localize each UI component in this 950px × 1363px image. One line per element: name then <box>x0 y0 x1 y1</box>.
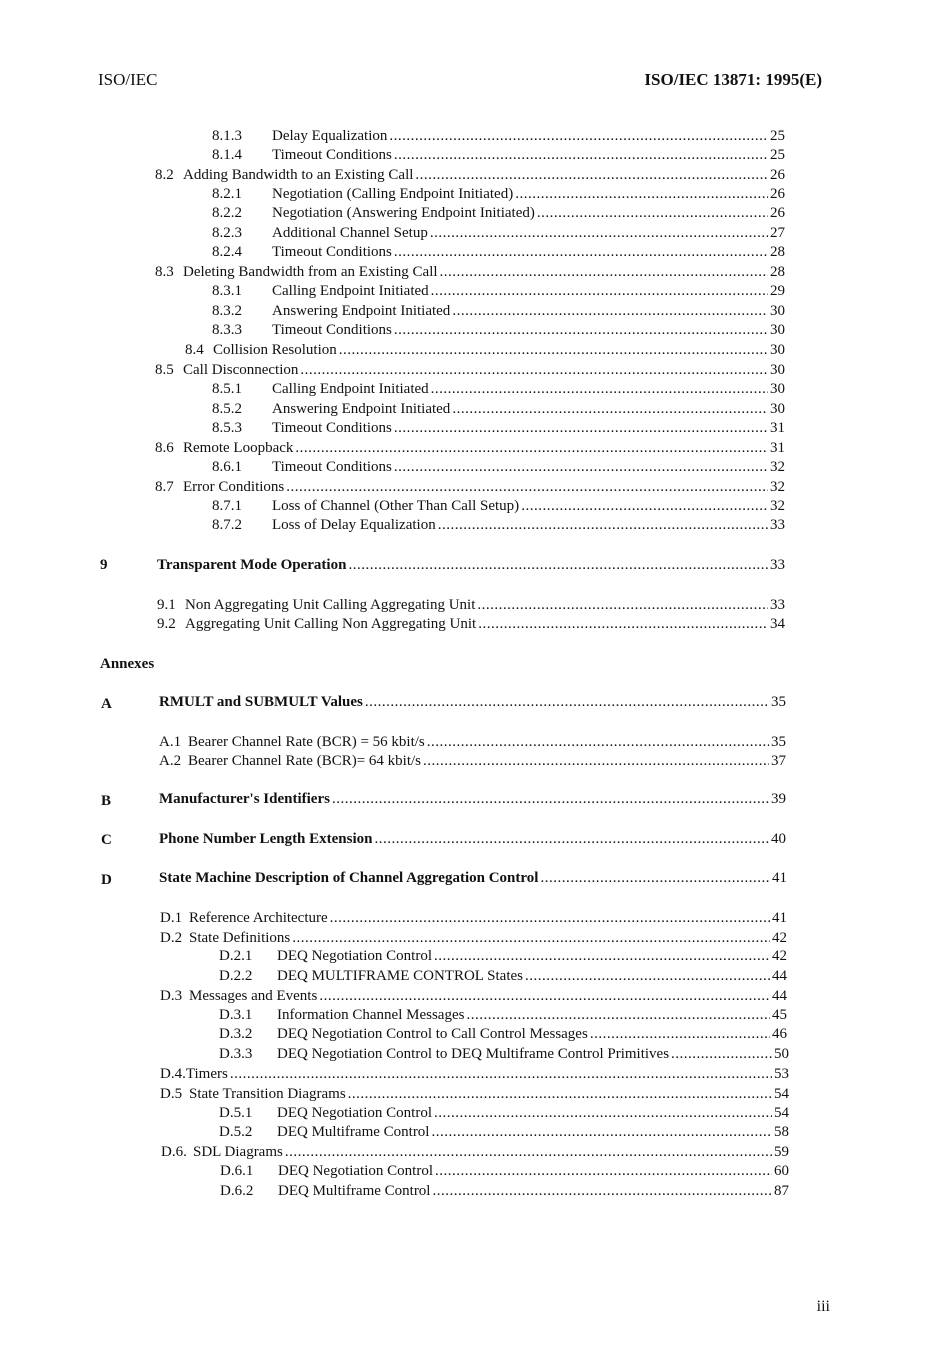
toc-title: Remote Loopback <box>183 440 294 456</box>
toc-page: 40 <box>771 831 786 847</box>
toc-entry[interactable] <box>212 224 785 242</box>
toc-leader <box>394 243 768 261</box>
toc-title: Transparent Mode Operation <box>157 557 347 573</box>
toc-entry[interactable] <box>212 321 785 339</box>
toc-number: D.6.2 <box>220 1183 254 1199</box>
toc-entry[interactable] <box>212 146 785 164</box>
toc-title: Negotiation (Calling Endpoint Initiated) <box>272 186 514 202</box>
toc-page: 27 <box>770 225 785 241</box>
toc-page: 26 <box>770 205 785 221</box>
toc-page: 45 <box>772 1007 787 1023</box>
toc-page: 30 <box>770 381 785 397</box>
toc-page: 87 <box>774 1183 789 1199</box>
toc-title: Loss of Delay Equalization <box>272 517 436 533</box>
toc-leader <box>452 302 768 320</box>
toc-entry[interactable] <box>159 869 787 887</box>
toc-title: Manufacturer's Identifiers <box>159 791 330 807</box>
toc-entry[interactable] <box>160 1065 789 1083</box>
toc-page: 30 <box>770 303 785 319</box>
toc-page: 29 <box>770 283 785 299</box>
toc-entry[interactable] <box>157 615 785 633</box>
toc-leader <box>540 869 770 887</box>
toc-number: D.6.1 <box>220 1163 254 1179</box>
toc-entry[interactable] <box>157 556 785 574</box>
toc-number: D.2.2 <box>219 968 253 984</box>
toc-title: Timeout Conditions <box>272 322 392 338</box>
toc-number: 8.1.3 <box>212 128 242 144</box>
toc-page: 31 <box>770 440 785 456</box>
toc-page: 54 <box>774 1105 789 1121</box>
toc-entry[interactable] <box>212 458 785 476</box>
toc-title: Timeout Conditions <box>272 459 392 475</box>
toc-title: DEQ Multiframe Control <box>278 1183 431 1199</box>
toc-title: Timers <box>185 1066 228 1082</box>
toc-section-number: D <box>101 872 112 888</box>
toc-title: Timeout Conditions <box>272 420 392 436</box>
toc-entry[interactable] <box>212 127 785 145</box>
toc-title: Timeout Conditions <box>272 244 392 260</box>
toc-leader <box>394 146 768 164</box>
toc-entry[interactable] <box>212 516 785 534</box>
toc-leader <box>365 693 769 711</box>
toc-page: 28 <box>770 244 785 260</box>
toc-entry[interactable] <box>212 380 785 398</box>
toc-title: DEQ Negotiation Control to Call Control Messages <box>277 1026 588 1042</box>
toc-page: 37 <box>771 753 786 769</box>
toc-entry[interactable] <box>160 987 787 1005</box>
toc-page: 28 <box>770 264 785 280</box>
annexes-heading: Annexes <box>100 656 155 672</box>
toc-title: Additional Channel Setup <box>272 225 428 241</box>
toc-number: D.2 <box>160 930 183 946</box>
toc-leader <box>375 830 769 848</box>
toc-leader <box>285 1143 772 1161</box>
toc-entry[interactable] <box>220 1182 789 1200</box>
toc-number: 8.3.2 <box>212 303 242 319</box>
toc-title: Adding Bandwidth to an Existing Call <box>183 167 414 183</box>
toc-page: 30 <box>770 362 785 378</box>
toc-title: DEQ Negotiation Control to DEQ Multiframe Control Primitives <box>277 1046 670 1062</box>
toc-leader <box>438 516 768 534</box>
toc-entry[interactable] <box>155 439 785 457</box>
toc-title: State Machine Description of Channel Aggregation Control <box>159 870 539 886</box>
toc-leader <box>466 1006 770 1024</box>
toc-page: 32 <box>770 479 785 495</box>
toc-leader <box>431 1123 772 1141</box>
toc-leader <box>452 400 768 418</box>
toc-number: 9.1 <box>157 597 176 613</box>
toc-page: 26 <box>770 167 785 183</box>
toc-leader <box>348 1085 772 1103</box>
toc-number: 8.3 <box>155 264 174 280</box>
toc-entry[interactable] <box>212 497 785 515</box>
toc-number: 8.2.3 <box>212 225 242 241</box>
toc-page: 50 <box>774 1046 789 1062</box>
toc-entry[interactable] <box>159 830 786 848</box>
toc-leader <box>394 321 768 339</box>
toc-entry[interactable] <box>159 752 786 770</box>
toc-leader <box>286 478 768 496</box>
toc-section-number: 9 <box>100 557 108 573</box>
toc-page: 53 <box>774 1066 789 1082</box>
toc-title: Calling Endpoint Initiated <box>272 283 429 299</box>
toc-entry[interactable] <box>159 733 786 751</box>
toc-number: 8.7 <box>155 479 174 495</box>
running-header-right: ISO/IEC 13871: 1995(E) <box>644 70 822 89</box>
toc-leader <box>339 341 768 359</box>
toc-title: Call Disconnection <box>183 362 299 378</box>
toc-leader <box>515 185 768 203</box>
toc-number: D.3.2 <box>219 1026 253 1042</box>
toc-number: 8.5.3 <box>212 420 242 436</box>
toc-page: 44 <box>772 988 787 1004</box>
toc-leader <box>230 1065 772 1083</box>
toc-title: SDL Diagrams <box>193 1144 283 1160</box>
toc-page: 54 <box>774 1086 789 1102</box>
toc-number: D.5.1 <box>219 1105 253 1121</box>
toc-page: 31 <box>770 420 785 436</box>
toc-title: Loss of Channel (Other Than Call Setup) <box>272 498 520 514</box>
toc-leader <box>537 204 768 222</box>
toc-title: Bearer Channel Rate (BCR)= 64 kbit/s <box>188 753 421 769</box>
toc-number: 8.2.4 <box>212 244 242 260</box>
toc-title: DEQ Negotiation Control <box>277 1105 432 1121</box>
toc-title: Collision Resolution <box>213 342 337 358</box>
toc-number: 8.7.1 <box>212 498 242 514</box>
page-number: iii <box>816 1298 830 1315</box>
toc-leader <box>300 361 768 379</box>
toc-leader <box>427 733 769 751</box>
toc-number: D.4. <box>160 1066 186 1082</box>
toc-entry[interactable] <box>219 947 787 965</box>
toc-number: 8.2.1 <box>212 186 242 202</box>
toc-page: 59 <box>774 1144 789 1160</box>
toc-number: 8.2 <box>155 167 174 183</box>
toc-number: 8.2.2 <box>212 205 242 221</box>
toc-entry[interactable] <box>212 185 785 203</box>
toc-page: 30 <box>770 342 785 358</box>
toc-entry[interactable] <box>157 596 785 614</box>
toc-leader <box>432 1182 772 1200</box>
toc-number: 8.4 <box>185 342 204 358</box>
toc-page: 32 <box>770 459 785 475</box>
toc-title: Aggregating Unit Calling Non Aggregating Unit <box>185 616 477 632</box>
toc-number: 8.6.1 <box>212 459 242 475</box>
toc-leader <box>590 1025 770 1043</box>
toc-title: Non Aggregating Unit Calling Aggregating Unit <box>185 597 476 613</box>
toc-title: DEQ Multiframe Control <box>277 1124 430 1140</box>
toc-entry[interactable] <box>219 1104 789 1122</box>
toc-entry[interactable] <box>212 419 785 437</box>
toc-leader <box>319 987 770 1005</box>
toc-number: 8.5 <box>155 362 174 378</box>
toc-page: 33 <box>770 597 785 613</box>
toc-entry[interactable] <box>160 1085 789 1103</box>
toc-entry[interactable] <box>161 1143 789 1161</box>
toc-leader <box>295 439 768 457</box>
toc-page: 30 <box>770 322 785 338</box>
toc-title: Answering Endpoint Initiated <box>272 303 451 319</box>
toc-entry[interactable] <box>212 204 785 222</box>
toc-page: 60 <box>774 1163 789 1179</box>
toc-page: 25 <box>770 128 785 144</box>
toc-leader <box>478 615 768 633</box>
toc-number: 9.2 <box>157 616 176 632</box>
toc-entry[interactable] <box>160 909 787 927</box>
toc-section-number: C <box>101 832 112 848</box>
toc-number: 8.5.1 <box>212 381 242 397</box>
toc-title: Timeout Conditions <box>272 147 392 163</box>
toc-title: Delay Equalization <box>272 128 388 144</box>
toc-page: 42 <box>772 930 787 946</box>
toc-entry[interactable] <box>219 1123 789 1141</box>
toc-entry[interactable] <box>212 243 785 261</box>
toc-page: 33 <box>770 517 785 533</box>
toc-entry[interactable] <box>155 166 785 184</box>
toc-number: D.2.1 <box>219 948 253 964</box>
toc-leader <box>521 497 768 515</box>
toc-leader <box>430 224 768 242</box>
toc-number: D.3.1 <box>219 1007 253 1023</box>
toc-leader <box>477 596 768 614</box>
toc-page: 39 <box>771 791 786 807</box>
toc-title: DEQ MULTIFRAME CONTROL States <box>277 968 523 984</box>
toc-leader <box>525 967 770 985</box>
toc-entry[interactable] <box>155 263 785 281</box>
toc-leader <box>671 1045 772 1063</box>
toc-page: 42 <box>772 948 787 964</box>
toc-page: 58 <box>774 1124 789 1140</box>
toc-title: Deleting Bandwidth from an Existing Call <box>183 264 438 280</box>
toc-number: D.5 <box>160 1086 183 1102</box>
toc-leader <box>434 1104 772 1122</box>
toc-number: 8.5.2 <box>212 401 242 417</box>
toc-leader <box>415 166 768 184</box>
toc-title: Calling Endpoint Initiated <box>272 381 429 397</box>
toc-title: DEQ Negotiation Control <box>278 1163 433 1179</box>
toc-entry[interactable] <box>219 1045 789 1063</box>
toc-number: 8.6 <box>155 440 174 456</box>
toc-title: Negotiation (Answering Endpoint Initiated) <box>272 205 535 221</box>
toc-leader <box>423 752 769 770</box>
toc-title: DEQ Negotiation Control <box>277 948 432 964</box>
toc-page: 35 <box>771 734 786 750</box>
toc-number: 8.7.2 <box>212 517 242 533</box>
toc-number: D.5.2 <box>219 1124 253 1140</box>
toc-title: State Transition Diagrams <box>189 1086 346 1102</box>
toc-title: Bearer Channel Rate (BCR) = 56 kbit/s <box>188 734 425 750</box>
toc-number: A.2 <box>159 753 182 769</box>
toc-entry[interactable] <box>155 361 785 379</box>
toc-number: 8.3.3 <box>212 322 242 338</box>
toc-entry[interactable] <box>212 400 785 418</box>
toc-entry[interactable] <box>159 693 786 711</box>
toc-leader <box>389 127 768 145</box>
toc-entry[interactable] <box>212 302 785 320</box>
toc-number: D.3 <box>160 988 183 1004</box>
toc-number: D.1 <box>160 910 183 926</box>
toc-title: Information Channel Messages <box>277 1007 465 1023</box>
toc-entry[interactable] <box>155 478 785 496</box>
toc-entry[interactable] <box>219 1006 787 1024</box>
toc-page: 35 <box>771 694 786 710</box>
toc-leader <box>394 419 768 437</box>
toc-title: Messages and Events <box>189 988 318 1004</box>
toc-page: 25 <box>770 147 785 163</box>
toc-page: 33 <box>770 557 785 573</box>
toc-title: Error Conditions <box>183 479 285 495</box>
toc-number: 8.1.4 <box>212 147 242 163</box>
toc-page: 30 <box>770 401 785 417</box>
toc-page: 46 <box>772 1026 787 1042</box>
toc-page: 44 <box>772 968 787 984</box>
toc-entry[interactable] <box>185 341 785 359</box>
toc-entry[interactable] <box>159 790 786 808</box>
toc-number: A.1 <box>159 734 182 750</box>
toc-page: 34 <box>770 616 785 632</box>
toc-leader <box>292 929 770 947</box>
toc-entry[interactable] <box>212 282 785 300</box>
toc-title: Answering Endpoint Initiated <box>272 401 451 417</box>
toc-page: 32 <box>770 498 785 514</box>
toc-page: 41 <box>772 870 787 886</box>
toc-section-number: A <box>101 696 112 712</box>
toc-leader <box>394 458 768 476</box>
toc-leader <box>332 790 769 808</box>
toc-entry[interactable] <box>220 1162 789 1180</box>
toc-leader <box>435 1162 772 1180</box>
toc-section-number: B <box>101 793 112 809</box>
toc-leader <box>431 282 768 300</box>
toc-title: Phone Number Length Extension <box>159 831 373 847</box>
toc-title: RMULT and SUBMULT Values <box>159 694 363 710</box>
toc-page: 26 <box>770 186 785 202</box>
toc-number: D.3.3 <box>219 1046 253 1062</box>
toc-number: 8.3.1 <box>212 283 242 299</box>
toc-number: D.6. <box>161 1144 187 1160</box>
toc-page: 41 <box>772 910 787 926</box>
toc-leader <box>440 263 768 281</box>
toc-leader <box>348 556 768 574</box>
running-header-left: ISO/IEC <box>98 70 158 89</box>
toc-leader <box>434 947 770 965</box>
toc-title: Reference Architecture <box>189 910 328 926</box>
toc-title: State Definitions <box>189 930 291 946</box>
toc-leader <box>431 380 768 398</box>
toc-entry[interactable] <box>219 1025 787 1043</box>
toc-leader <box>330 909 770 927</box>
toc-entry[interactable] <box>160 929 787 947</box>
toc-entry[interactable] <box>219 967 787 985</box>
